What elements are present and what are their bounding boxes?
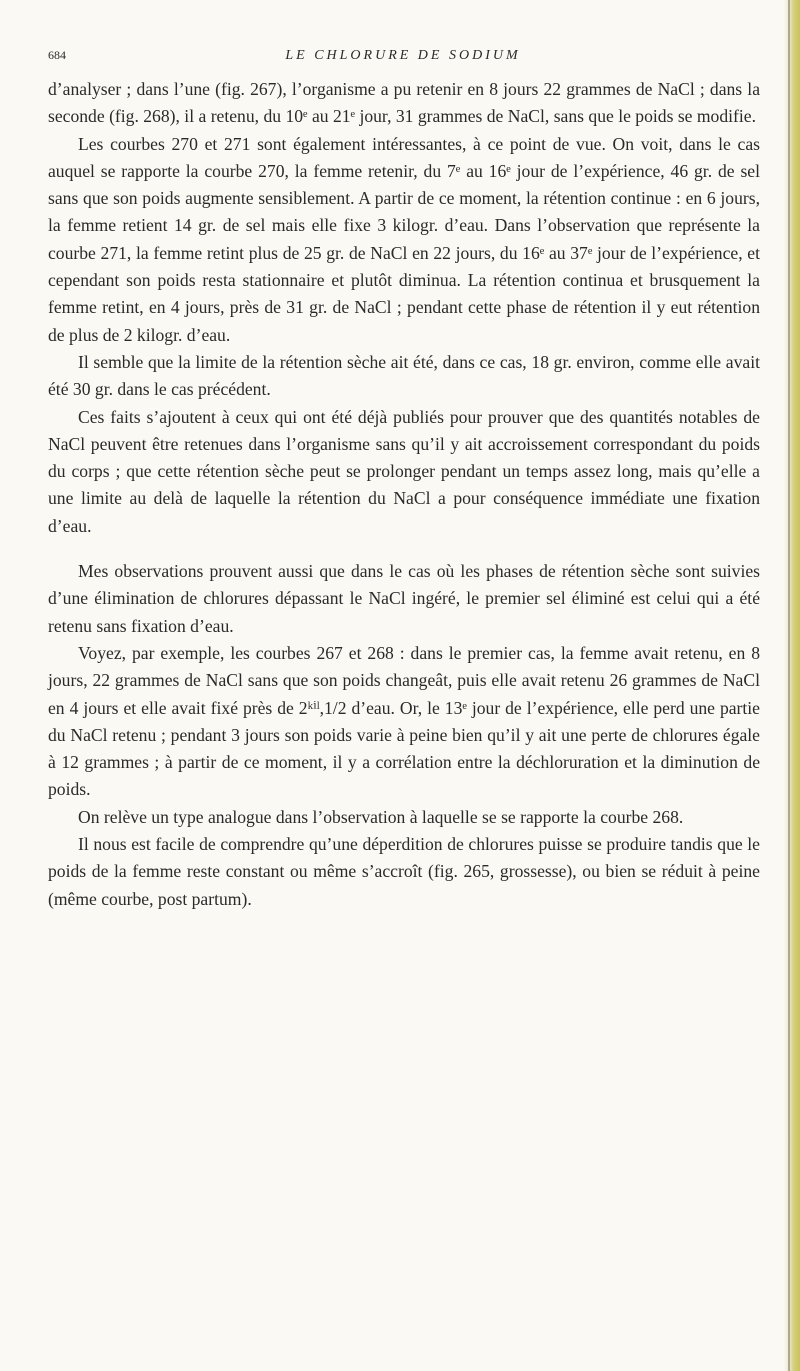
paragraph-3: Il semble que la limite de la rétention sèche ait été, dans ce cas, 18 gr. environ, comme elle avait été 30 gr. dans le cas précédent.: [48, 351, 760, 400]
paragraph-4: Ces faits s’ajoutent à ceux qui ont été déjà publiés pour prouver que des quantités notables de NaCl peuvent être retenues dans l’organisme sans qu’il y ait accroissement correspondant du poids du corps ; que cette rétention sèche peut se prolonger pendant un temps assez long, mais qu’elle a une limite au delà de laquelle la rétention du NaCl a pour conséquence immédiate une fixation d’eau.: [48, 406, 760, 536]
page-binding-line: [788, 0, 790, 1371]
paragraph-1: d’analyser ; dans l’une (fig. 267), l’organisme a pu retenir en 8 jours 22 grammes de NaCl ; dans la seconde (fig. 268), il a retenu, du 10ᵉ au 21ᵉ jour, 31 grammes de NaCl, sans que le poids se modifie.: [48, 79, 760, 127]
paragraph-8: Il nous est facile de comprendre qu’une déperdition de chlorures puisse se produire tandis que le poids de la femme reste constant ou même s’accroît (fig. 265, grossesse), ou bien se réduit à peine (même courbe, post partum).: [48, 834, 760, 909]
running-head: LE CHLORURE DE SODIUM: [285, 48, 521, 63]
paragraph-2: Les courbes 270 et 271 sont également intéressantes, à ce point de vue. On voit, dans le cas auquel se rapporte la courbe 270, la femme retenir, du 7ᵉ au 16ᵉ jour de l’expérience, 46 gr. de sel sans que son poids augmente sensiblement. A partir de ce moment, la rétention continue : en 6 jours, la femme retient 14 gr. de sel mais elle fixe 3 kilogr. d’eau. Dans l’observation que représente la courbe 271, la femme retint plus de 25 gr. de NaCl en 22 jours, du 16ᵉ au 37ᵉ jour de l’expérience, et cependant son poids resta stationnaire et plutôt diminua. La rétention continua et brusquement la femme retint, en 4 jours, près de 31 gr. de NaCl ; pendant cette phase de rétention il y eut rétention de plus de 2 kilogr. d’eau.: [48, 133, 760, 345]
paragraph-7: On relève un type analogue dans l’observation à laquelle se se rapporte la courbe 268.: [78, 806, 684, 827]
page-header: [48, 48, 758, 68]
paragraph-6: Voyez, par exemple, les courbes 267 et 268 : dans le premier cas, la femme avait retenu, en 8 jours, 22 grammes de NaCl sans que son poids changeât, puis elle avait retenu 26 grammes de NaCl en 4 jours et elle avait fixé près de 2ᵏⁱˡ,1/2 d’eau. Or, le 13ᵉ jour de l’expérience, elle perd une partie du NaCl retenu ; pendant 3 jours son poids varie à peine bien qu’il y ait une perte de chlorures égale à 12 grammes ; à partir de ce moment, il y a corrélation entre la déchloruration et la diminution de poids.: [48, 642, 760, 800]
body-text: [48, 76, 760, 913]
page-number: 684: [48, 48, 66, 62]
page-edge: [784, 0, 800, 1371]
paragraph-5: Mes observations prouvent aussi que dans le cas où les phases de rétention sèche sont suivies d’une élimination de chlorures dépassant le NaCl ingéré, le premier sel éliminé est celui qui a été retenu sans fixation d’eau.: [48, 561, 760, 636]
